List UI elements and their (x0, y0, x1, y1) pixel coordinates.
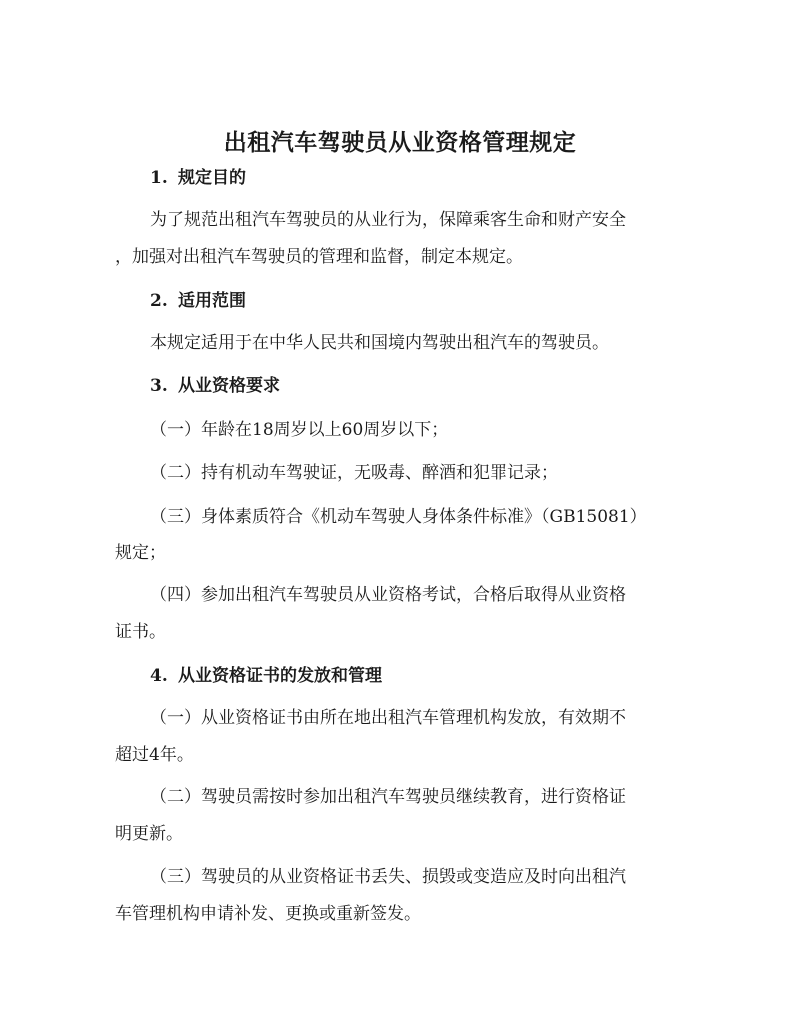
section-number: 2. (150, 291, 168, 311)
paragraph-line: ，加强对出租汽车驾驶员的管理和监督，制定本规定。 (115, 247, 523, 267)
list-item-continued: 超过4年。 (115, 745, 194, 765)
section-number: 1. (150, 168, 168, 188)
list-item: （四）参加出租汽车驾驶员从业资格考试，合格后取得从业资格 (150, 585, 626, 605)
section-number: 3. (150, 376, 168, 396)
list-item-continued: 规定； (115, 543, 166, 563)
paragraph-line: 本规定适用于在中华人民共和国境内驾驶出租汽车的驾驶员。 (150, 333, 609, 353)
list-item: （二）驾驶员需按时参加出租汽车驾驶员继续教育，进行资格证 (150, 787, 626, 807)
list-item: （一）年龄在18周岁以上60周岁以下； (150, 420, 449, 440)
page-title: 出租汽车驾驶员从业资格管理规定 (223, 129, 577, 156)
list-item: （三）身体素质符合《机动车驾驶人身体条件标准》（GB15081） (150, 507, 647, 527)
section-heading (150, 289, 246, 313)
section-title: 规定目的 (178, 168, 246, 188)
section-title: 适用范围 (178, 291, 246, 311)
list-item: （三）驾驶员的从业资格证书丢失、损毁或变造应及时向出租汽 (150, 867, 626, 887)
list-item-continued: 证书。 (115, 622, 166, 642)
section-number: 4. (150, 666, 168, 686)
list-item-continued: 明更新。 (115, 824, 183, 844)
section-heading (150, 374, 280, 398)
section-heading (150, 664, 382, 688)
list-item: （二）持有机动车驾驶证，无吸毒、醉酒和犯罪记录； (150, 463, 558, 483)
section-heading (150, 166, 246, 190)
paragraph-line: 为了规范出租汽车驾驶员的从业行为，保障乘客生命和财产安全 (150, 210, 626, 230)
list-item: （一）从业资格证书由所在地出租汽车管理机构发放，有效期不 (150, 708, 626, 728)
list-item-continued: 车管理机构申请补发、更换或重新签发。 (115, 904, 421, 924)
section-title: 从业资格要求 (178, 376, 280, 396)
section-title: 从业资格证书的发放和管理 (178, 666, 382, 686)
